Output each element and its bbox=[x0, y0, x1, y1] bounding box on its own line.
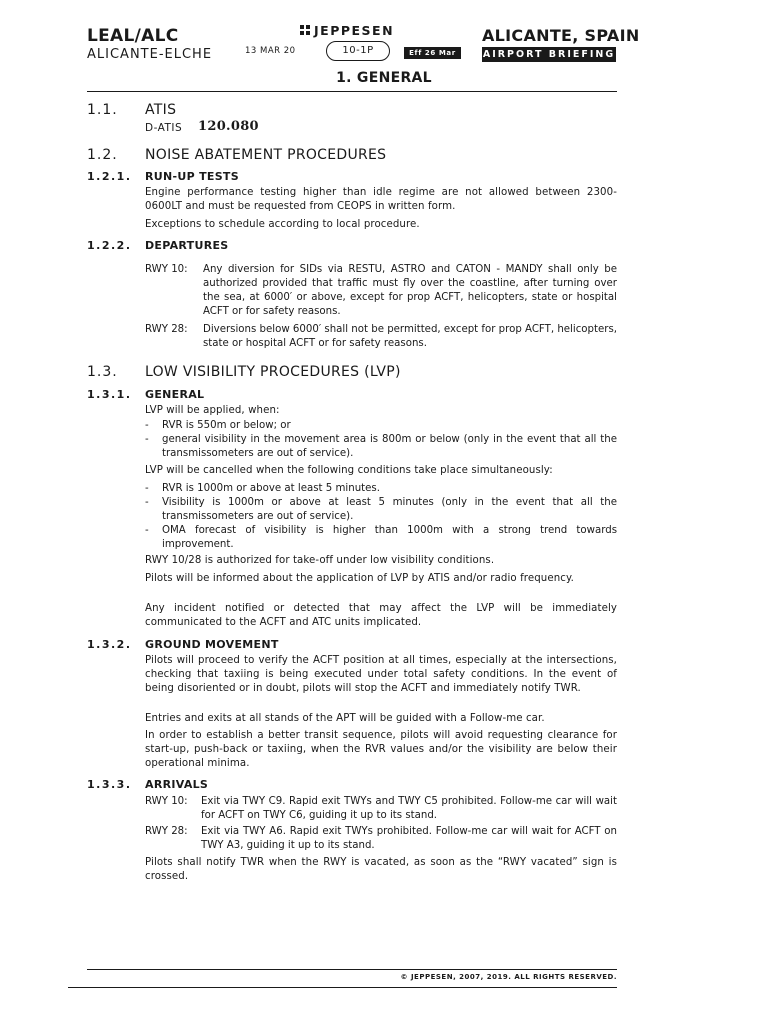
bullet-dash: - bbox=[145, 525, 149, 536]
subsection-heading: RUN-UP TESTS bbox=[145, 170, 239, 183]
section-heading: LOW VISIBILITY PROCEDURES (LVP) bbox=[145, 364, 401, 380]
subsection-heading: GROUND MOVEMENT bbox=[145, 638, 279, 651]
subsection-number: 1.3.3. bbox=[87, 778, 132, 791]
subsection-number: 1.3.2. bbox=[87, 638, 132, 651]
paragraph: Exceptions to schedule according to local procedure. bbox=[145, 219, 420, 230]
section-heading: ATIS bbox=[145, 102, 177, 118]
bullet-dash: - bbox=[145, 420, 149, 431]
section-number: 1.3. bbox=[87, 364, 118, 380]
airport-briefing-badge: AIRPORT BRIEFING bbox=[482, 49, 616, 60]
list-item: Visibility is 1000m or above at least 5 minutes (only in the event that all the transmissometers are out of service). bbox=[162, 497, 617, 522]
list-item: OMA forecast of visibility is higher than 1000m with a strong trend towards improvement. bbox=[162, 525, 617, 550]
atis-label: D-ATIS bbox=[145, 122, 183, 134]
paragraph: Pilots shall notify TWR when the RWY is vacated, as soon as the “RWY vacated” sign is crossed. bbox=[145, 857, 617, 882]
chart-index: 10-1P bbox=[326, 41, 390, 61]
list-item: RVR is 550m or below; or bbox=[162, 420, 291, 431]
paragraph: Engine performance testing higher than idle regime are not allowed between 2300-0600LT and must be requested from CEOPS in written form. bbox=[145, 187, 617, 212]
footer-divider bbox=[87, 969, 617, 970]
list-item: general visibility in the movement area is 800m or below (only in the event that all the transmissometers are out of service). bbox=[162, 434, 617, 459]
city-country: ALICANTE, SPAIN bbox=[482, 26, 640, 45]
airport-icao-code: LEAL/ALC bbox=[87, 26, 179, 46]
paragraph: Any incident notified or detected that may affect the LVP will be immediately communicated to the ACFT and ATC units implicated. bbox=[145, 603, 617, 628]
list-item: RVR is 1000m or above at least 5 minutes. bbox=[162, 483, 380, 494]
runway-label: RWY 28: bbox=[145, 826, 188, 837]
bullet-dash: - bbox=[145, 483, 149, 494]
subsection-number: 1.2.1. bbox=[87, 170, 132, 183]
footer-bottom-divider bbox=[68, 987, 617, 988]
paragraph: RWY 10/28 is authorized for take-off under low visibility conditions. bbox=[145, 555, 495, 566]
page-title: 1. GENERAL bbox=[336, 70, 432, 86]
chart-date: 13 MAR 20 bbox=[245, 46, 296, 56]
airport-name: ALICANTE-ELCHE bbox=[87, 47, 213, 62]
paragraph: Entries and exits at all stands of the APT will be guided with a Follow-me car. bbox=[145, 713, 545, 724]
title-divider bbox=[87, 91, 617, 92]
subsection-number: 1.3.1. bbox=[87, 388, 132, 401]
bullet-dash: - bbox=[145, 497, 149, 508]
paragraph: LVP will be applied, when: bbox=[145, 405, 280, 416]
effective-date-badge: Eff 26 Mar bbox=[404, 47, 461, 59]
paragraph: Pilots will be informed about the application of LVP by ATIS and/or radio frequency. bbox=[145, 573, 574, 584]
brand-logo bbox=[300, 23, 394, 38]
section-heading: NOISE ABATEMENT PROCEDURES bbox=[145, 147, 387, 163]
runway-procedure: Exit via TWY A6. Rapid exit TWYs prohibited. Follow-me car will wait for ACFT on TWY A3, guiding it up to its stand. bbox=[201, 826, 617, 851]
section-number: 1.2. bbox=[87, 147, 118, 163]
paragraph: In order to establish a better transit sequence, pilots will avoid requesting clearance for start-up, push-back or taxiing, when the RVR values and/or the visibility are below their operational minima. bbox=[145, 730, 617, 769]
subsection-heading: GENERAL bbox=[145, 388, 205, 401]
runway-label: RWY 10: bbox=[145, 796, 188, 807]
bullet-dash: - bbox=[145, 434, 149, 445]
runway-procedure: Exit via TWY C9. Rapid exit TWYs and TWY C5 prohibited. Follow-me car will wait for ACFT on TWY C6, guiding it up to its stand. bbox=[201, 796, 617, 821]
copyright-notice: © JEPPESEN, 2007, 2019. ALL RIGHTS RESERVED. bbox=[400, 973, 617, 981]
runway-label: RWY 28: bbox=[145, 324, 188, 335]
paragraph: LVP will be cancelled when the following conditions take place simultaneously: bbox=[145, 465, 553, 476]
subsection-number: 1.2.2. bbox=[87, 239, 132, 252]
runway-procedure: Diversions below 6000′ shall not be permitted, except for prop ACFT, helicopters, state or hospital ACFT or for safety reasons. bbox=[203, 324, 617, 349]
section-number: 1.1. bbox=[87, 102, 118, 118]
subsection-heading: ARRIVALS bbox=[145, 778, 209, 791]
subsection-heading: DEPARTURES bbox=[145, 239, 229, 252]
brand-name: JEPPESEN bbox=[314, 23, 395, 38]
atis-frequency: 120.080 bbox=[198, 119, 259, 134]
runway-label: RWY 10: bbox=[145, 264, 188, 275]
runway-procedure: Any diversion for SIDs via RESTU, ASTRO and CATON - MANDY shall only be authorized provided that traffic must fly over the coastline, after turning over the sea, at 6000′ or above, except for prop ACFT, helicopters, state or hospital ACFT or for safety reasons. bbox=[203, 264, 617, 317]
jeppesen-logo-icon bbox=[300, 25, 311, 36]
paragraph: Pilots will proceed to verify the ACFT position at all times, especially at the intersections, checking that taxiing is being executed under total safety conditions. In the event of being disoriented or in doubt, pilots will stop the ACFT and immediately notify TWR. bbox=[145, 655, 617, 694]
